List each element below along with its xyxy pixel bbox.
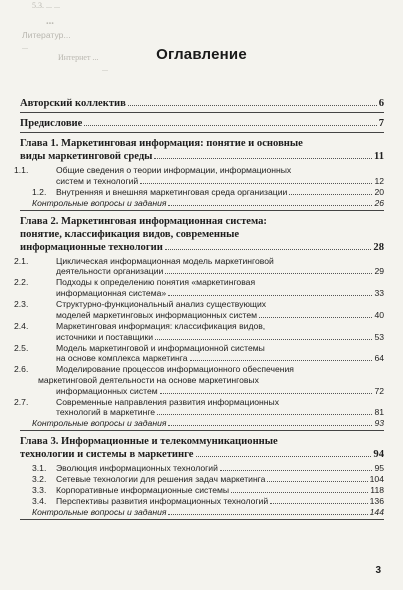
page-number: 3 <box>375 565 381 576</box>
toc-entry-line <box>38 288 384 299</box>
toc-entry-text: Подходы к определению понятия «маркетинговая <box>56 277 256 288</box>
toc-entry-text: информационных систем <box>56 385 158 396</box>
toc-entry-text <box>56 332 153 343</box>
toc-entry-text: Глава 2. Маркетинговая информационная система: <box>20 215 267 227</box>
toc-page-number: 53 <box>374 331 384 342</box>
toc-entry-text: маркетинговой деятельности на основе маркетинговых <box>38 374 259 385</box>
toc-entry-text: на основе комплекса маркетинга <box>56 353 188 364</box>
toc-entry-text: технологий в маркетинге <box>56 407 156 418</box>
leader-dots <box>220 470 373 471</box>
leader-dots <box>160 393 373 394</box>
toc-entry-text <box>20 117 82 130</box>
toc-entry-text: понятие, классификация видов, современные <box>20 228 240 240</box>
toc-entry-text: Глава 3. Информационные и телекоммуникационные <box>20 436 278 448</box>
toc-entry-line <box>14 277 384 288</box>
toc-entry-text <box>56 386 158 397</box>
toc-entry-text <box>32 485 230 496</box>
toc-entry-line <box>32 496 384 507</box>
toc-entry-line <box>32 198 384 209</box>
toc-entry-text: Глава 1. Маркетинговая информация: понятие и основные <box>20 138 303 149</box>
toc-questions <box>20 198 384 211</box>
toc-page-number: 12 <box>374 175 384 186</box>
toc-section <box>14 277 384 299</box>
toc-entry-text <box>32 418 166 429</box>
section-number: 2.7. <box>14 396 29 407</box>
toc-page-number: 26 <box>374 197 384 208</box>
show-through-line: ... <box>22 41 28 51</box>
leader-dots <box>289 194 372 195</box>
toc-entry-text <box>20 97 126 110</box>
toc-page-number: 11 <box>373 151 384 162</box>
toc-page-number: 33 <box>374 288 384 299</box>
toc-entry-text <box>32 198 166 209</box>
toc-entry-text: Контрольные вопросы и задания <box>32 507 167 518</box>
section-number: 3.3. <box>32 485 47 496</box>
section-number: 1.2. <box>32 186 47 197</box>
toc-entry-line <box>14 299 384 310</box>
toc-page-number: 95 <box>374 463 384 474</box>
section-number: 2.2. <box>14 277 29 288</box>
toc-entry-text: Маркетинговая информация: классификация видов, <box>56 320 266 331</box>
toc-entry-text: систем и технологий <box>56 175 139 186</box>
toc-chapter <box>20 93 384 113</box>
toc-entry-text: технологии и системы в маркетинге <box>20 449 194 461</box>
toc-entry-line <box>20 150 384 163</box>
toc-entry-text: Сетевые технологии для решения задач маркетинга <box>56 474 266 485</box>
toc-questions <box>20 507 384 520</box>
toc-page-number: 7 <box>378 118 384 129</box>
toc-entry-line <box>32 418 384 429</box>
toc-entry-line <box>14 165 384 176</box>
toc-entry-line <box>32 186 384 198</box>
section-number: 3.2. <box>32 474 47 485</box>
toc-entry-text: Предисловие <box>20 118 83 129</box>
toc-entry-text <box>32 474 266 485</box>
toc-entry-text <box>32 496 269 507</box>
toc-entry-text: Модель маркетинговой и информационной системы <box>56 342 265 353</box>
toc-entry-line <box>32 485 384 496</box>
leader-dots <box>165 273 372 274</box>
show-through-line: Интернет ... <box>58 52 99 62</box>
toc-entry-line <box>20 97 384 110</box>
toc-entry-text: Циклическая информационная модель маркетинговой <box>56 255 274 266</box>
toc-section <box>14 364 384 396</box>
leader-dots <box>128 105 377 106</box>
leader-dots <box>270 503 368 504</box>
toc-entry-line <box>32 507 384 518</box>
toc-entry-line <box>14 320 384 332</box>
section-number: 1.1. <box>14 165 29 175</box>
toc-entry-line <box>38 176 384 187</box>
toc-entry-line <box>14 255 384 267</box>
toc-entry-text <box>20 241 163 254</box>
toc-entry-text <box>20 150 152 163</box>
page-title: Оглавление <box>156 46 247 63</box>
section-number: 3.4. <box>32 496 47 507</box>
toc-section <box>20 463 384 474</box>
toc-entry-line <box>14 342 384 354</box>
leader-dots <box>140 183 372 184</box>
toc-entry-line <box>38 386 384 397</box>
toc-entry-line <box>32 463 384 474</box>
toc-entry-text <box>32 507 166 518</box>
leader-dots <box>259 317 372 318</box>
toc-entry-text <box>56 353 188 364</box>
section-number: 2.6. <box>14 364 29 375</box>
table-of-contents <box>14 93 384 520</box>
toc-page-number: 136 <box>369 496 384 507</box>
toc-entry-text: Структурно-функциональный анализ существующих <box>56 299 267 310</box>
toc-section <box>14 165 384 187</box>
toc-entry-text <box>32 186 288 198</box>
toc-page-number: 93 <box>374 418 384 429</box>
toc-entry-line <box>14 396 384 408</box>
toc-entry-text: Авторский коллектив <box>20 98 126 109</box>
toc-page-number: 94 <box>373 449 384 461</box>
toc-chapter <box>20 113 384 133</box>
toc-entry-text: Корпоративные информационные системы <box>56 485 230 496</box>
toc-entry-line <box>20 435 384 448</box>
toc-entry-text: моделей маркетинговых информационных систем <box>56 309 258 320</box>
toc-section <box>20 187 384 198</box>
toc-page-number: 81 <box>374 407 384 418</box>
toc-section <box>14 299 384 321</box>
leader-dots <box>168 205 372 206</box>
leader-dots <box>168 514 367 515</box>
toc-section <box>14 320 384 343</box>
toc-entry-line <box>20 117 384 130</box>
toc-entry-text: Внутренняя и внешняя маркетинговая среда организации <box>56 186 288 197</box>
toc-entry-text <box>32 463 218 474</box>
leader-dots <box>267 481 367 482</box>
toc-entry-line <box>38 353 384 364</box>
toc-entry-text: Контрольные вопросы и задания <box>32 197 167 208</box>
toc-entry-text <box>56 407 155 418</box>
toc-entry-text: Перспективы развития информационных технологий <box>56 496 269 507</box>
toc-page-number: 29 <box>374 266 384 277</box>
show-through-line: Литератур... <box>22 30 71 40</box>
section-number: 2.3. <box>14 299 29 310</box>
toc-entry-text <box>20 448 194 461</box>
toc-entry-text: виды маркетинговой среды <box>20 151 153 162</box>
toc-page-number: 104 <box>369 474 384 485</box>
toc-page-number: 20 <box>374 186 384 197</box>
toc-entry-line <box>20 241 384 254</box>
toc-section <box>14 342 384 365</box>
leader-dots <box>155 339 372 340</box>
toc-entry-line <box>14 364 384 375</box>
show-through-line: ... <box>46 16 54 27</box>
toc-questions <box>20 418 384 431</box>
toc-entry-line <box>38 375 384 386</box>
toc-entry-text <box>56 266 163 277</box>
toc-page-number: 144 <box>369 507 384 518</box>
section-number: 3.1. <box>32 463 47 474</box>
show-through-line: ... <box>102 63 108 73</box>
leader-dots <box>168 295 372 296</box>
show-through-text <box>22 0 382 84</box>
leader-dots <box>154 158 372 159</box>
toc-section <box>14 396 384 419</box>
toc-entry-line <box>38 266 384 277</box>
toc-section <box>14 255 384 278</box>
section-number: 2.1. <box>14 255 29 266</box>
leader-dots <box>168 425 372 426</box>
toc-page-number: 64 <box>374 353 384 364</box>
toc-entry-text: Общие сведения о теории информации, информационных <box>56 165 292 175</box>
toc-entry-line <box>20 228 384 241</box>
toc-section <box>20 485 384 496</box>
toc-entry-text: Контрольные вопросы и задания <box>32 418 167 429</box>
toc-entry-line <box>20 215 384 228</box>
toc-entry-text: источники и поставщики <box>56 331 154 342</box>
toc-entry-text: Моделирование процессов информационного обеспечения <box>56 364 294 375</box>
toc-section <box>20 496 384 507</box>
toc-section <box>20 474 384 485</box>
toc-entry-text: Эволюция информационных технологий <box>56 463 218 474</box>
leader-dots <box>190 360 373 361</box>
toc-entry-line <box>38 332 384 343</box>
leader-dots <box>231 492 368 493</box>
leader-dots <box>196 456 372 457</box>
show-through-line: 5.3. ... ... <box>32 1 60 10</box>
toc-page-number: 6 <box>378 98 384 109</box>
toc-entry-text <box>56 310 257 321</box>
toc-entry-text: деятельности организации <box>56 266 164 277</box>
toc-entry-text: информационная система» <box>56 288 167 299</box>
leader-dots <box>165 249 372 250</box>
toc-entry-line <box>38 310 384 321</box>
toc-chapter <box>20 211 384 256</box>
toc-entry-line <box>32 474 384 485</box>
toc-entry-line <box>38 407 384 418</box>
toc-entry-text: Современные направления развития информационных <box>56 396 279 407</box>
toc-entry-text <box>56 288 166 299</box>
toc-entry-line <box>20 137 384 150</box>
leader-dots <box>84 125 376 126</box>
section-number: 2.4. <box>14 320 29 331</box>
section-number: 2.5. <box>14 342 29 353</box>
toc-entry-line <box>20 448 384 461</box>
toc-chapter <box>20 133 384 165</box>
toc-entry-text <box>56 176 138 187</box>
toc-chapter <box>20 431 384 463</box>
leader-dots <box>157 414 372 415</box>
toc-page-number: 72 <box>374 385 384 396</box>
toc-entry-text: информационные технологии <box>20 241 163 253</box>
toc-page-number: 28 <box>373 241 384 253</box>
toc-page-number: 40 <box>374 309 384 320</box>
toc-page-number: 118 <box>370 485 384 496</box>
